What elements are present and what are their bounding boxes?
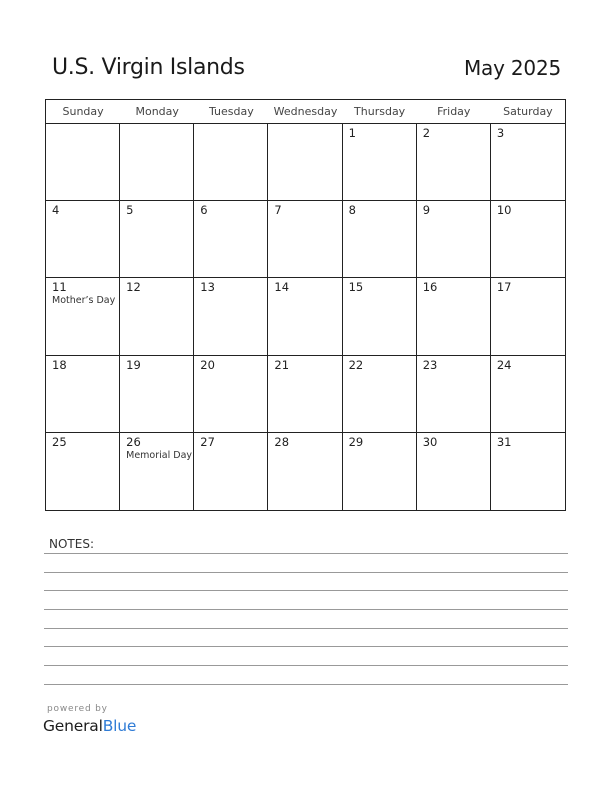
notes-line — [44, 590, 568, 591]
day-cell — [194, 124, 268, 201]
day-cell — [46, 201, 120, 278]
day-number: 29 — [348, 434, 364, 449]
day-cell — [268, 201, 342, 278]
notes-line — [44, 572, 568, 573]
day-cell — [194, 278, 268, 355]
day-cell — [491, 278, 565, 355]
day-number: 9 — [422, 203, 431, 218]
day-number: 30 — [422, 434, 438, 449]
weekday-tuesday: Tuesday — [208, 105, 254, 118]
day-number: 8 — [348, 203, 356, 218]
day-number: 17 — [496, 280, 512, 295]
day-cell — [120, 124, 194, 201]
day-number: 4 — [52, 203, 60, 218]
day-cell — [417, 124, 491, 201]
day-cell — [268, 433, 342, 510]
day-cell — [491, 433, 565, 510]
day-number: 6 — [200, 203, 208, 218]
holiday-label: Memorial Day — [126, 449, 193, 461]
day-cell — [417, 433, 491, 510]
notes-line — [44, 609, 568, 610]
day-number: 22 — [348, 357, 364, 372]
powered-by-text: powered by — [47, 704, 108, 714]
day-cell — [343, 356, 417, 433]
day-cell — [268, 356, 342, 433]
day-cell — [46, 433, 120, 510]
notes-line — [44, 665, 568, 666]
notes-line — [44, 628, 568, 629]
day-number: 5 — [126, 203, 134, 218]
day-number: 25 — [52, 434, 67, 449]
day-cell — [268, 278, 342, 355]
notes-line — [44, 684, 568, 685]
day-cell — [417, 201, 491, 278]
day-number: 23 — [422, 357, 438, 372]
weekday-wednesday: Wednesday — [273, 105, 338, 118]
day-cell — [194, 201, 268, 278]
brand-general: General — [43, 717, 103, 735]
day-cell — [194, 433, 268, 510]
notes-line — [44, 646, 568, 647]
day-number: 12 — [126, 280, 141, 295]
weekday-friday: Friday — [437, 105, 471, 118]
day-cell — [46, 356, 120, 433]
day-number: 26 — [126, 434, 141, 449]
weekday-sunday: Sunday — [62, 105, 104, 118]
day-cell — [194, 356, 268, 433]
day-cell — [417, 356, 491, 433]
day-cell — [491, 124, 565, 201]
day-cell — [343, 201, 417, 278]
day-cell — [46, 124, 120, 201]
day-number: 21 — [274, 357, 290, 372]
holiday-label: Mother’s Day — [52, 295, 116, 307]
day-number: 10 — [496, 203, 512, 218]
day-number: 31 — [496, 434, 512, 449]
day-number: 19 — [126, 357, 141, 372]
day-cell — [343, 124, 417, 201]
day-cell — [343, 278, 417, 355]
weekday-saturday: Saturday — [503, 105, 553, 118]
day-number: 11 — [52, 280, 67, 295]
day-number: 15 — [348, 280, 364, 295]
day-number: 13 — [200, 280, 215, 295]
weekday-thursday: Thursday — [354, 105, 406, 118]
day-cell — [491, 356, 565, 433]
day-number: 7 — [274, 203, 282, 218]
notes-label: NOTES: — [49, 537, 94, 551]
day-number: 3 — [496, 126, 505, 140]
day-number: 18 — [52, 357, 67, 372]
day-number: 27 — [200, 434, 215, 449]
day-cell — [46, 278, 120, 355]
day-cell — [120, 201, 194, 278]
generalblue-logo — [43, 717, 136, 735]
day-cell — [417, 278, 491, 355]
day-number: 16 — [422, 280, 438, 295]
day-number: 28 — [274, 434, 290, 449]
weekday-header-row — [46, 100, 565, 124]
calendar-title: U.S. Virgin Islands — [52, 55, 245, 80]
day-cell — [120, 278, 194, 355]
day-number: 14 — [274, 280, 290, 295]
day-number: 20 — [200, 357, 215, 372]
day-cell — [268, 124, 342, 201]
day-number: 2 — [422, 126, 431, 140]
brand-blue: Blue — [102, 717, 137, 735]
notes-line — [44, 553, 568, 554]
calendar-grid — [45, 99, 566, 511]
day-cell — [343, 433, 417, 510]
weekday-monday: Monday — [135, 105, 179, 118]
day-number: 24 — [496, 357, 512, 372]
day-number: 1 — [348, 126, 356, 140]
day-grid — [46, 124, 565, 510]
day-cell — [120, 356, 194, 433]
day-cell — [491, 201, 565, 278]
calendar-month: May 2025 — [463, 56, 561, 80]
day-cell — [120, 433, 194, 510]
